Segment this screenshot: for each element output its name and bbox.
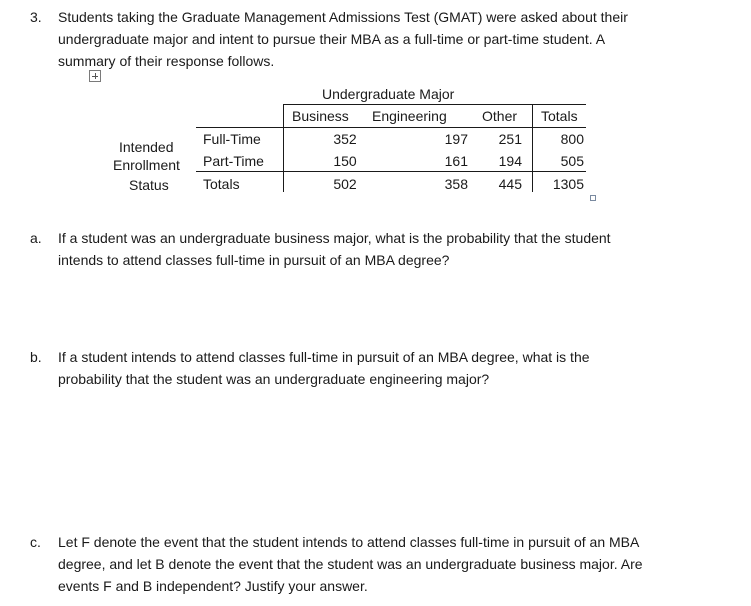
cell-other: 251 [498, 131, 522, 147]
cell-other: 194 [498, 153, 522, 169]
part-text-line-2: degree, and let B denote the event that the student was an undergraduate business major. Are [58, 556, 643, 572]
table-rule-totals [196, 171, 586, 172]
part-marker: c. [30, 534, 41, 550]
table-divider-stub [283, 104, 284, 192]
table-divider-totals [532, 104, 533, 192]
question-text-line-3: summary of their response follows. [58, 53, 275, 69]
cell-business: 150 [333, 153, 357, 169]
part-text-line-2: intends to attend classes full-time in pursuit of an MBA degree? [58, 252, 450, 268]
table-move-handle-icon[interactable] [89, 70, 101, 82]
part-text-line-1: Let F denote the event that the student intends to attend classes full-time in pursuit of an MBA [58, 534, 640, 550]
part-text-line-1: If a student was an undergraduate business major, what is the probability that the student [58, 230, 611, 246]
table-group-header: Undergraduate Major [322, 86, 455, 102]
cell-totals: 800 [560, 131, 584, 147]
cell-totals: 1305 [552, 176, 584, 192]
table-rule-header [196, 127, 586, 128]
cell-engineering: 197 [444, 131, 468, 147]
column-header-other: Other [482, 108, 518, 124]
cell-engineering: 161 [444, 153, 468, 169]
table-row [0, 131, 751, 147]
question-text-line-2: undergraduate major and intent to pursue their MBA as a full-time or part-time student. A [58, 31, 606, 47]
part-text-line-1: If a student intends to attend classes full-time in pursuit of an MBA degree, what is the [58, 349, 590, 365]
table-row [0, 176, 751, 192]
table-resize-handle-icon[interactable] [590, 195, 596, 201]
part-text-line-3: events F and B independent? Justify your answer. [58, 578, 368, 594]
question-number: 3. [30, 9, 42, 25]
table-rule-top [283, 104, 586, 105]
row-label: Totals [203, 176, 240, 192]
table-row [0, 153, 751, 169]
column-header-engineering: Engineering [372, 108, 447, 124]
row-label: Full-Time [203, 131, 261, 147]
question-text-line-1: Students taking the Graduate Management Admissions Test (GMAT) were asked about their [58, 9, 628, 25]
cell-business: 502 [333, 176, 357, 192]
column-header-business: Business [292, 108, 349, 124]
part-text-line-2: probability that the student was an undergraduate engineering major? [58, 371, 490, 387]
cell-business: 352 [333, 131, 357, 147]
row-label: Part-Time [203, 153, 264, 169]
row-group-label-line-2: Enrollment [113, 157, 180, 173]
cell-other: 445 [498, 176, 522, 192]
row-group-label-line-1: Intended [119, 139, 174, 155]
column-header-totals: Totals [541, 108, 578, 124]
row-group-label-line-3: Status [129, 177, 169, 193]
part-marker: b. [30, 349, 42, 365]
cell-engineering: 358 [444, 176, 468, 192]
part-marker: a. [30, 230, 42, 246]
cell-totals: 505 [560, 153, 584, 169]
